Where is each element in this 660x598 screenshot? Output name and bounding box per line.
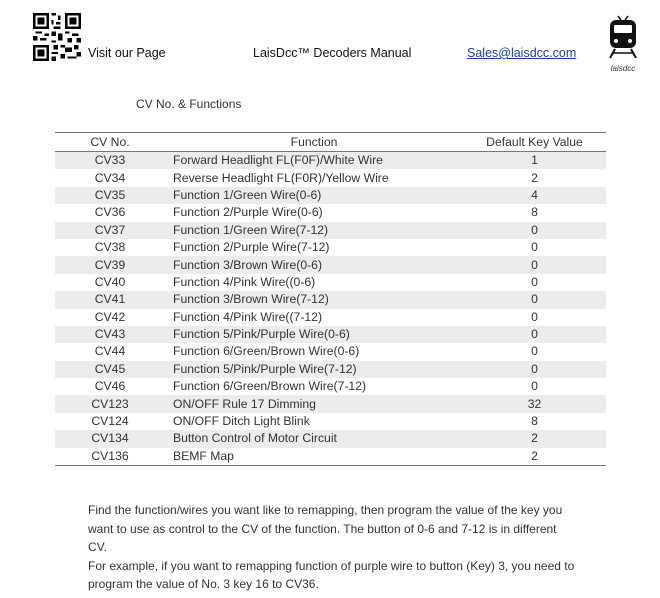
cell-cv-no: CV35 — [55, 187, 165, 204]
visit-page-link[interactable]: Visit our Page — [88, 46, 166, 60]
cell-function: Function 1/Green Wire(0-6) — [165, 187, 463, 204]
cell-default-key: 0 — [531, 309, 538, 324]
table-row — [55, 204, 606, 221]
table-row — [55, 378, 606, 395]
cell-function: Reverse Headlight FL(F0R)/Yellow Wire — [173, 170, 389, 185]
cell-default-key: 4 — [463, 187, 606, 204]
cell-cv-no: CV37 — [55, 222, 165, 239]
cell-function: Function 6/Green/Brown Wire(7-12) — [173, 379, 367, 394]
table-row — [55, 448, 606, 466]
table-row — [55, 309, 606, 326]
cell-default-key: 32 — [463, 395, 606, 412]
cell-cv-no: CV123 — [55, 395, 165, 412]
table-row — [55, 326, 606, 343]
cell-default-key: 8 — [531, 205, 538, 220]
cell-function: Function 1/Green Wire(7-12) — [165, 222, 463, 239]
cell-function: Function 5/Pink/Purple Wire(7-12) — [165, 361, 463, 378]
table-row — [55, 256, 606, 273]
cell-function: Function 5/Pink/Purple Wire(0-6) — [165, 326, 463, 343]
cell-cv-no: CV134 — [55, 430, 165, 447]
cell-cv-no: CV36 — [94, 205, 126, 220]
table-row — [55, 274, 606, 291]
note-line-5: program the value of No. 3 key 16 to CV36. — [88, 577, 319, 592]
note-paragraph-1 — [88, 501, 588, 594]
note-line-3: CV. — [88, 540, 107, 555]
table-row — [55, 169, 606, 186]
cell-function: ON/OFF Rule 17 Dimming — [165, 395, 463, 412]
cell-cv-no: CV34 — [94, 170, 126, 185]
cell-default-key: 0 — [531, 344, 538, 359]
cell-cv-no: CV46 — [94, 379, 126, 394]
cell-default-key: 0 — [531, 379, 538, 394]
cell-default-key: 0 — [463, 256, 606, 273]
cell-function: BEMF Map — [165, 448, 463, 466]
manual-title: LaisDcc™ Decoders Manual — [253, 46, 412, 60]
cell-default-key: 2 — [463, 430, 606, 447]
note-line-1: Find the function/wires you want like to remapping, then program the value of the key you — [88, 503, 563, 517]
cell-cv-no: CV45 — [55, 361, 165, 378]
note-line-4: For example, if you want to remapping function of purple wire to button (Key) 3, you need to — [88, 558, 575, 573]
cell-default-key: 0 — [463, 361, 606, 378]
header-cv-no: CV No. — [55, 133, 165, 152]
cell-cv-no: CV42 — [94, 309, 126, 324]
cell-default-key: 8 — [531, 414, 538, 429]
cell-cv-no: CV33 — [55, 152, 165, 170]
cell-cv-no: CV38 — [94, 240, 126, 255]
cell-cv-no: CV40 — [94, 274, 126, 289]
table-row — [55, 395, 606, 412]
cell-cv-no: CV44 — [94, 344, 126, 359]
table-row — [55, 222, 606, 239]
cell-function: Forward Headlight FL(F0F)/White Wire — [165, 152, 463, 170]
header-default-key: Default Key Value — [463, 133, 606, 152]
cv-table — [55, 132, 606, 466]
cell-default-key: 0 — [463, 326, 606, 343]
note-line-2: want to use as control to the CV of the function. The button of 0-6 and 7-12 is in different — [88, 521, 557, 536]
email-link[interactable]: Sales@laisdcc.com — [467, 46, 577, 60]
cell-function: Function 4/Pink Wire((0-6) — [173, 274, 316, 289]
cell-function: Function 3/Brown Wire(0-6) — [165, 256, 463, 273]
logo-text: laisdcc — [610, 64, 636, 73]
table-row — [55, 152, 606, 170]
table-header-row — [55, 133, 606, 152]
cell-function: Function 4/Pink Wire((7-12) — [173, 309, 323, 324]
cell-function: Button Control of Motor Circuit — [165, 430, 463, 447]
table-row — [55, 187, 606, 204]
header-function: Function — [165, 133, 463, 152]
cell-default-key: 2 — [463, 448, 606, 466]
cell-function: Function 2/Purple Wire(0-6) — [173, 205, 323, 220]
cell-default-key: 0 — [463, 222, 606, 239]
train-icon — [606, 14, 640, 60]
table-row — [55, 413, 606, 430]
cell-default-key: 0 — [463, 291, 606, 308]
table-row — [55, 343, 606, 360]
cell-cv-no: CV41 — [55, 291, 165, 308]
table-row — [55, 291, 606, 308]
cell-default-key: 0 — [531, 274, 538, 289]
cell-default-key: 2 — [531, 170, 538, 185]
table-row — [55, 430, 606, 447]
cell-cv-no: CV39 — [55, 256, 165, 273]
cell-cv-no: CV124 — [91, 414, 129, 429]
cell-default-key: 1 — [463, 152, 606, 170]
table-row — [55, 361, 606, 378]
table-row — [55, 239, 606, 256]
cell-cv-no: CV136 — [55, 448, 165, 466]
cell-default-key: 0 — [531, 240, 538, 255]
section-title: CV No. & Functions — [136, 97, 242, 111]
cell-function: Function 2/Purple Wire(7-12) — [173, 240, 330, 255]
cell-function: Function 3/Brown Wire(7-12) — [165, 291, 463, 308]
cell-function: Function 6/Green/Brown Wire(0-6) — [173, 344, 360, 359]
cell-cv-no: CV43 — [55, 326, 165, 343]
qr-code-icon[interactable] — [33, 13, 81, 61]
cell-function: ON/OFF Ditch Light Blink — [173, 414, 310, 429]
